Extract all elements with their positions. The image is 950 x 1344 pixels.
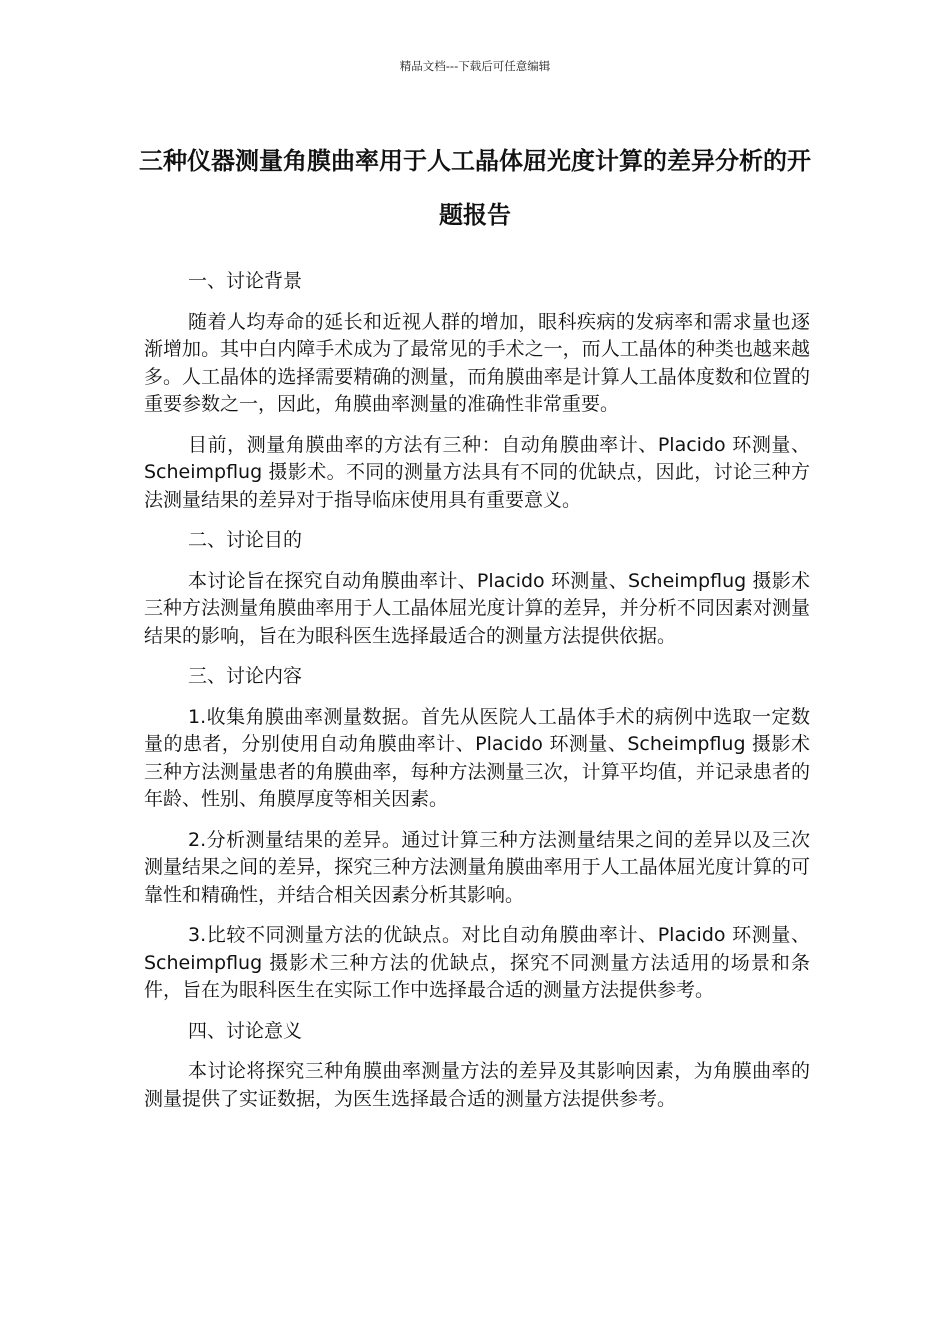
document-body (144, 268, 810, 1126)
paragraph: 随着人均寿命的延长和近视人群的增加，眼科疾病的发病率和需求量也逐渐增加。其中白内障手术成为了最常见的手术之一，而人工晶体的种类也越来越多。人工晶体的选择需要精确的测量，而角膜曲率是计算人工晶体度数和位置的重要参数之一，因此，角膜曲率测量的准确性非常重要。 (144, 310, 810, 415)
section-heading-significance: 四、讨论意义 (188, 1019, 303, 1042)
page-header: 精品文档---下载后可任意编辑 (399, 59, 551, 73)
section-heading-background: 一、讨论背景 (188, 270, 303, 292)
paragraph: 本讨论将探究三种角膜曲率测量方法的差异及其影响因素，为角膜曲率的测量提供了实证数据，为医生选择最合适的测量方法提供参考。 (144, 1060, 810, 1110)
section-heading-purpose: 二、讨论目的 (188, 529, 303, 551)
section-heading-content: 三、讨论内容 (188, 665, 303, 687)
paragraph: 本讨论旨在探究自动角膜曲率计、Placido 环测量、Scheimpflug 摄影术三种方法测量角膜曲率用于人工晶体屈光度计算的差异，并分析不同因素对测量结果的影响，旨在为眼科医生选择最适合的测量方法提供依据。 (144, 569, 810, 647)
paragraph: 3.比较不同测量方法的优缺点。对比自动角膜曲率计、Placido 环测量、Scheimpflug 摄影术三种方法的优缺点，探究不同测量方法适用的场景和条件，旨在为眼科医生在实际工作中选择最合适的测量方法提供参考。 (144, 924, 810, 1001)
paragraph: 目前，测量角膜曲率的方法有三种：自动角膜曲率计、Placido 环测量、Scheimpflug 摄影术。不同的测量方法具有不同的优缺点，因此，讨论三种方法测量结果的差异对于指导临床使用具有重要意义。 (144, 433, 810, 511)
paragraph: 1.收集角膜曲率测量数据。首先从医院人工晶体手术的病例中选取一定数量的患者，分别使用自动角膜曲率计、Placido 环测量、Scheimpflug 摄影术三种方法测量患者的角膜曲率，每种方法测量三次，计算平均值，并记录患者的年龄、性别、角膜厚度等相关因素。 (144, 705, 810, 810)
document-title: 三种仪器测量角膜曲率用于人工晶体屈光度计算的差异分析的开题报告 (139, 147, 811, 229)
paragraph: 2.分析测量结果的差异。通过计算三种方法测量结果之间的差异以及三次测量结果之间的差异，探究三种方法测量角膜曲率用于人工晶体屈光度计算的可靠性和精确性，并结合相关因素分析其影响。 (144, 828, 810, 906)
